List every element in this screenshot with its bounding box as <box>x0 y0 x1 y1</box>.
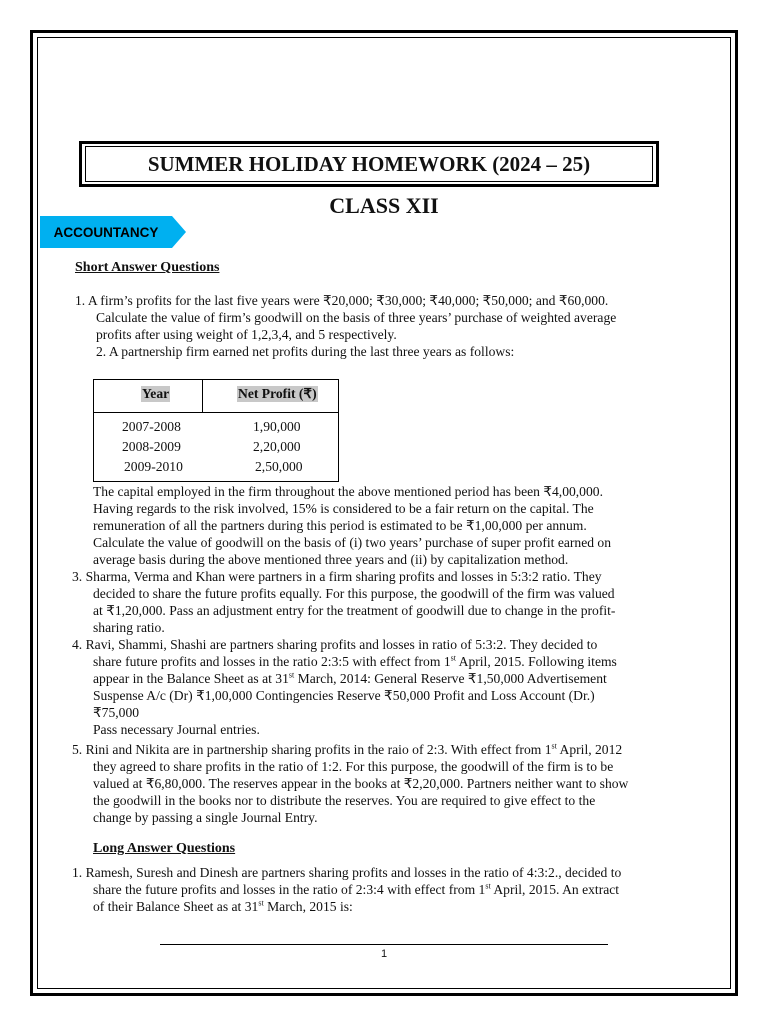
short-question-1 <box>75 292 697 360</box>
short-question-5 <box>72 741 697 826</box>
text-line: 1. A firm’s profits for the last five years were ₹20,000; ₹30,000; ₹40,000; ₹50,000; and ₹60,000. <box>75 293 609 308</box>
text-line <box>72 881 697 898</box>
text-line: at ₹1,20,000. Pass an adjustment entry for the treatment of goodwill due to change in the profit- <box>93 603 616 618</box>
table-divider <box>94 412 338 413</box>
table-cell-profit: 1,90,000 <box>253 419 301 434</box>
short-question-3 <box>72 568 697 636</box>
net-profit-table <box>93 379 339 482</box>
table-cell-year: 2007-2008 <box>122 419 181 434</box>
text-line: ₹75,000 <box>93 705 140 720</box>
text-line: decided to share the future profits equally. For this purpose, the goodwill of the firm was valued <box>93 586 615 601</box>
page-number: 1 <box>380 948 388 960</box>
ordinal-suffix: st <box>450 653 456 663</box>
text-line: Calculate the value of goodwill on the basis of (i) two years’ purchase of super profit earned on <box>93 535 612 550</box>
table-header-net-profit: Net Profit (₹) <box>238 386 317 401</box>
text-line: 4. Ravi, Shammi, Shashi are partners sharing profits and losses in ratio of 5:3:2. They decided to <box>72 637 598 652</box>
text-run: appear in the Balance Sheet as at 31 <box>93 671 289 686</box>
short-question-2-body <box>93 483 697 568</box>
table-cell-year: 2008-2009 <box>122 439 181 454</box>
text-line: change by passing a single Journal Entry. <box>93 810 318 825</box>
short-answer-heading: Short Answer Questions <box>75 260 220 275</box>
text-line: profits after using weight of 1,2,3,4, and 5 respectively. <box>96 327 397 342</box>
text-line: 2. A partnership firm earned net profits during the last three years as follows: <box>96 344 515 359</box>
page-title: SUMMER HOLIDAY HOMEWORK (2024 – 25) <box>147 151 591 176</box>
text-run: of their Balance Sheet as at 31 <box>93 899 259 914</box>
text-line: sharing ratio. <box>93 620 165 635</box>
text-run: 5. Rini and Nikita are in partnership sharing profits in the raio of 2:3. With effect from 1 <box>72 742 552 757</box>
text-line: Having regards to the risk involved, 15% is considered to be a fair return on the capital. The <box>93 501 594 516</box>
subject-tag-label: ACCOUNTANCY <box>53 224 159 240</box>
ordinal-suffix: st <box>485 881 491 891</box>
long-answer-heading: Long Answer Questions <box>93 841 236 856</box>
text-line: remuneration of all the partners during this period is estimated to be ₹1,00,000 per annum. <box>93 518 587 533</box>
text-line: the goodwill in the books nor to distribute the reserves. You are required to give effect to the <box>93 793 596 808</box>
ordinal-suffix: st <box>551 741 557 751</box>
text-line: Pass necessary Journal entries. <box>93 722 260 737</box>
text-line: The capital employed in the firm throughout the above mentioned period has been ₹4,00,000. <box>93 484 603 499</box>
table-cell-profit: 2,20,000 <box>253 439 301 454</box>
text-run: share the future profits and losses in the ratio of 2:3:4 with effect from 1 <box>93 882 486 897</box>
text-run: April, 2015. An extract <box>490 882 620 897</box>
text-line: 1. Ramesh, Suresh and Dinesh are partners sharing profits and losses in the ratio of 4:3:2., decided to <box>72 865 622 880</box>
text-line: Suspense A/c (Dr) ₹1,00,000 Contingencies Reserve ₹50,000 Profit and Loss Account (Dr.) <box>93 688 595 703</box>
ordinal-suffix: st <box>258 898 264 908</box>
text-line <box>72 653 697 670</box>
table-divider <box>202 380 203 412</box>
text-line: valued at ₹6,80,000. The reserves appear in the books at ₹2,20,000. Partners neither want to show <box>93 776 629 791</box>
text-line <box>72 898 697 915</box>
text-run: March, 2015 is: <box>263 899 353 914</box>
text-run: April, 2015. Following items <box>455 654 617 669</box>
footer-rule <box>160 944 608 945</box>
text-line <box>72 670 697 687</box>
text-line: Calculate the value of firm’s goodwill on the basis of three years’ purchase of weighted average <box>96 310 617 325</box>
short-question-4 <box>72 636 697 738</box>
text-run: April, 2012 <box>556 742 623 757</box>
table-cell-year: 2009-2010 <box>124 459 183 474</box>
subject-tag <box>40 216 186 248</box>
ordinal-suffix: st <box>288 670 295 680</box>
text-line: they agreed to share profits in the ratio of 1:2. For this purpose, the goodwill of the firm is to be <box>93 759 614 774</box>
text-run: March, 2014: General Reserve ₹1,50,000 Advertisement <box>294 671 607 686</box>
text-line: 3. Sharma, Verma and Khan were partners in a firm sharing profits and losses in 5:3:2 ratio. They <box>72 569 602 584</box>
title-box <box>85 146 653 182</box>
table-cell-profit: 2,50,000 <box>255 459 303 474</box>
long-question-1 <box>72 864 697 915</box>
text-line: average basis during the above mentioned three years and (ii) by capitalization method. <box>93 552 569 567</box>
table-header-year: Year <box>142 386 170 401</box>
text-line <box>72 741 697 758</box>
text-run: share future profits and losses in the ratio 2:3:5 with effect from 1 <box>93 654 451 669</box>
class-title: CLASS XII <box>329 193 439 218</box>
